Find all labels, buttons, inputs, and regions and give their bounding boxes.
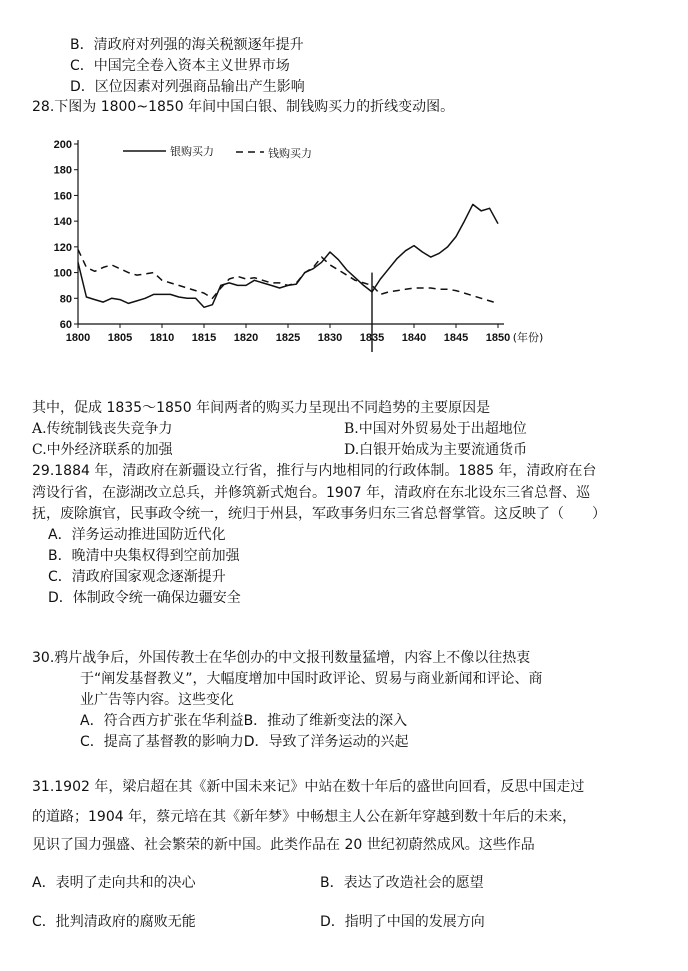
q29-option-d: D．体制政令统一确保边疆安全 xyxy=(48,590,241,606)
chart-canvas xyxy=(28,124,548,359)
x-tick-label: 1850 xyxy=(485,332,511,344)
q31-option-c: C．批判清政府的腐败无能 xyxy=(32,914,196,930)
q31-option-a: A．表明了走向共和的决心 xyxy=(32,875,196,891)
q31-option-d: D．指明了中国的发展方向 xyxy=(320,914,485,930)
legend-label-silver: 银购买力 xyxy=(170,145,214,158)
y-tick-label: 180 xyxy=(53,164,72,177)
x-tick-label: 1835 xyxy=(359,332,385,344)
q29-stem-line-3: 抚，废除旗官，民事政令统一，统归于州县，军政事务归东三省总督掌管。这反映了（ ） xyxy=(32,506,606,522)
q28-option-d: D.白银开始成为主要流通货币 xyxy=(344,442,528,458)
q30-stem-line-2: 于“阐发基督教义”，大幅度增加中国时政评论、贸易与商业新闻和评论、商 xyxy=(80,671,543,687)
q30-options-ab: A．符合西方扩张在华利益B．推动了维新变法的深入 xyxy=(80,713,408,729)
q31-stem-line-2: 的道路；1904 年，蔡元培在其《新年梦》中畅想主人公在新年穿越到数十年后的未来， xyxy=(32,809,577,825)
y-tick-label: 60 xyxy=(59,319,72,331)
q28-question: 其中，促成 1835～1850 年间两者的购买力呈现出不同趋势的主要原因是 xyxy=(32,400,491,416)
series-line-copper xyxy=(78,249,498,303)
q28-option-c: C.中外经济联系的加强 xyxy=(32,442,173,458)
q31-stem-line-3: 见识了国力强盛、社会繁荣的新中国。此类作品在 20 世纪初蔚然成风。这些作品 xyxy=(32,837,535,853)
y-tick-label: 160 xyxy=(53,190,72,203)
x-tick-label: 1805 xyxy=(107,332,133,344)
x-tick-label: 1810 xyxy=(149,332,175,344)
series-line-silver xyxy=(78,204,498,307)
q28-option-b: B.中国对外贸易处于出超地位 xyxy=(344,421,527,437)
q29-stem-line-1: 29.1884 年，清政府在新疆设立行省，推行与内地相同的行政体制。1885 年，清政府在台 xyxy=(32,463,597,479)
q29-option-b: B．晚清中央集权得到空前加强 xyxy=(48,548,240,564)
q28-option-a: A.传统制钱丧失竞争力 xyxy=(32,421,173,437)
q30-options-cd: C．提高了基督教的影响力D．导致了洋务运动的兴起 xyxy=(80,734,409,750)
x-tick-label: 1820 xyxy=(233,332,259,344)
q29-option-c: C．清政府国家观念逐渐提升 xyxy=(48,569,226,585)
legend-label-copper: 钱购买力 xyxy=(268,147,312,160)
line-chart xyxy=(28,124,548,359)
x-tick-label: 1830 xyxy=(317,332,343,344)
x-axis-label: (年份) xyxy=(512,331,544,344)
x-tick-label: 1815 xyxy=(191,332,217,344)
x-tick-label: 1845 xyxy=(443,332,469,344)
q27-option-b: B．清政府对列强的海关税额逐年提升 xyxy=(70,37,304,53)
q29-option-a: A．洋务运动推进国防近代化 xyxy=(48,527,226,543)
q31-stem-line-1: 31.1902 年，梁启超在其《新中国未来记》中站在数十年后的盛世向回看，反思中国走过 xyxy=(32,779,585,795)
x-tick-label: 1800 xyxy=(65,332,91,344)
q27-option-c: C．中国完全卷入资本主义世界市场 xyxy=(70,58,290,74)
y-tick-label: 120 xyxy=(53,241,72,254)
y-tick-label: 80 xyxy=(59,293,72,306)
x-tick-label: 1825 xyxy=(275,332,301,344)
x-tick-label: 1840 xyxy=(401,332,427,344)
q29-stem-line-2: 湾设行省，在澎湖改立总兵，并修筑新式炮台。1907 年，清政府在东北设东三省总督、巡 xyxy=(32,485,591,501)
q27-option-d: D．区位因素对列强商品输出产生影响 xyxy=(70,79,305,95)
y-tick-label: 140 xyxy=(53,216,72,229)
q28-stem: 28.下图为 1800~1850 年间中国白银、制钱购买力的折线变动图。 xyxy=(32,99,455,115)
q30-stem-line-3: 业广告等内容。这些变化 xyxy=(80,692,234,708)
q30-stem-line-1: 30.鸦片战争后，外国传教士在华创办的中文报刊数量猛增，内容上不像以往热衷 xyxy=(32,650,531,666)
y-tick-label: 200 xyxy=(53,139,72,151)
y-tick-label: 100 xyxy=(53,267,72,280)
q31-option-b: B．表达了改造社会的愿望 xyxy=(320,875,484,891)
